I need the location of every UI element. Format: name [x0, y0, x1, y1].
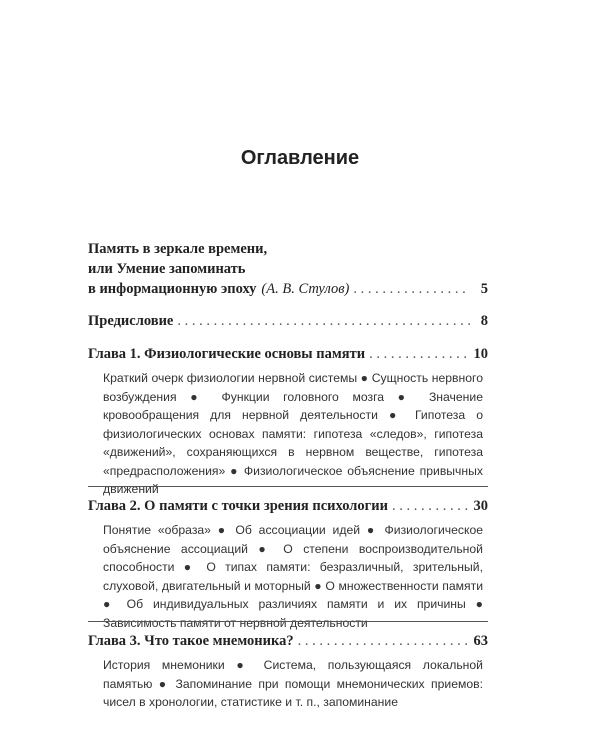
dot-leader — [298, 631, 470, 651]
chapter-1-summary: Краткий очерк физиологии нервной системы ● Сущность нервного возбуждения ● Функции головного мозга ● Значение кровообращения для нервной деятельности ● Гипотеза о физиологических основах памяти: гипотеза «следов», гипотеза «движений», сохраняющихся в нервном веществе, гипотеза «предрасположения» ● Физиологическое объяснение привычных движений — [103, 371, 483, 496]
dot-leader — [392, 496, 470, 516]
dot-leader — [353, 279, 470, 299]
toc-entry-foreword[interactable] — [88, 239, 488, 299]
toc-entry-preface[interactable] — [88, 311, 488, 331]
toc-page-number: 8 — [480, 313, 488, 329]
chapter-3-summary: История мнемоники ● Система, пользующаяся локальной памятью ● Запоминание при помощи мнемонических приемов: чисел в хронологии, статистике и т. п., запоминание — [103, 658, 483, 709]
toc-entry-row — [88, 279, 488, 299]
toc-entry-author: (А. В. Стулов) — [261, 281, 350, 297]
dot-leader — [177, 311, 470, 331]
toc-entry-title: Глава 2. О памяти с точки зрения психологии — [88, 498, 388, 514]
toc-page-number: 63 — [473, 633, 488, 649]
toc-page-number: 10 — [473, 346, 488, 362]
toc-entry-title: Глава 1. Физиологические основы памяти — [88, 346, 366, 362]
dot-leader — [369, 344, 469, 364]
toc-page-number: 5 — [480, 281, 488, 297]
toc-entry-line: в информационную эпоху — [88, 281, 257, 297]
toc-entry-title: Предисловие — [88, 313, 174, 329]
toc-entry-chapter-2[interactable] — [88, 496, 488, 516]
page-title: Оглавление — [240, 147, 360, 169]
toc-entry-chapter-1[interactable] — [88, 344, 488, 364]
chapter-2-summary: Понятие «образа» ● Об ассоциации идей ● Физиологическое объяснение ассоциаций ● О степени воспроизводительной способности ● О типах памяти: безразличный, зрительный, слуховой, двигательный и моторный ● О множественности памяти ● Об индивидуальных различиях памяти и их причины ● Зависимость памяти от нервной деятельности — [103, 523, 483, 630]
toc-entry-line: Память в зеркале времени, — [88, 241, 268, 257]
toc-entry-title: Глава 3. Что такое мнемоника? — [88, 633, 294, 649]
toc-entry-chapter-3[interactable] — [88, 631, 488, 651]
toc-entry-line: или Умение запоминать — [88, 261, 246, 277]
section-divider — [88, 621, 488, 622]
section-divider — [88, 486, 488, 487]
toc-page-number: 30 — [473, 498, 488, 514]
